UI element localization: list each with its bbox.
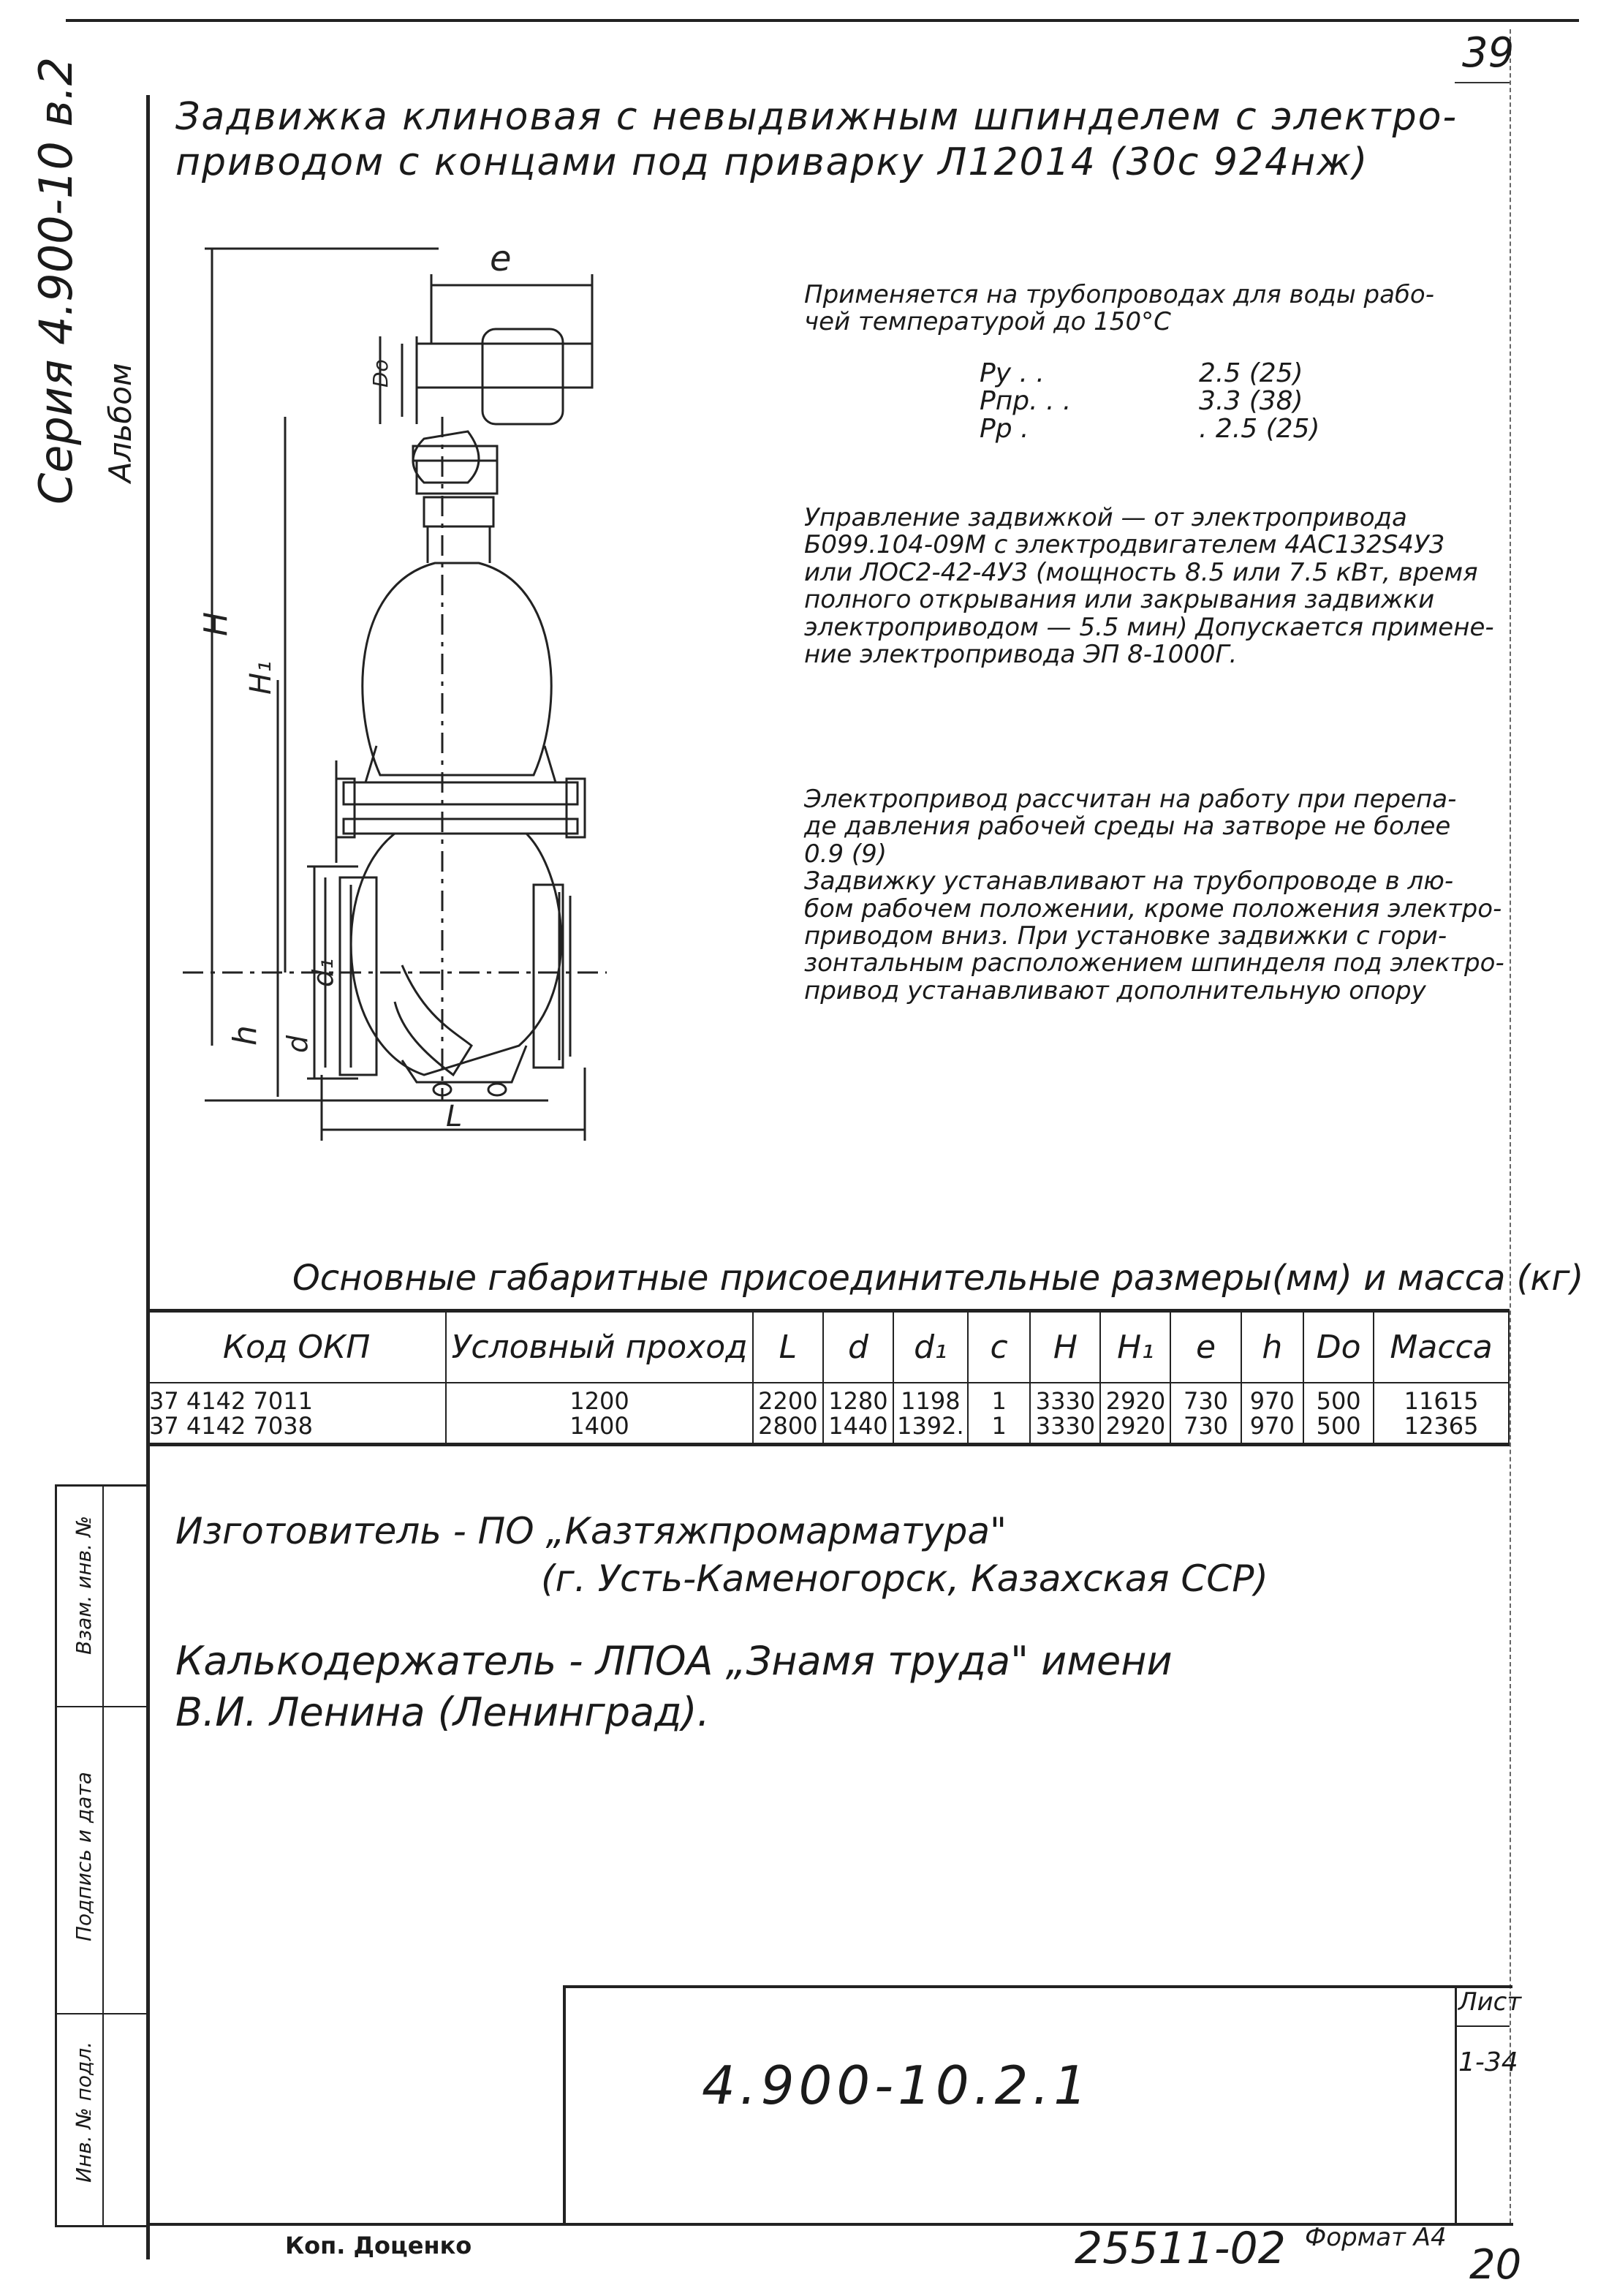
dimensions-table (146, 1309, 1510, 1446)
param-name: Рр . (980, 414, 1029, 444)
cell-text: 970 (1249, 1387, 1295, 1415)
strip-label: Взам. инв. № (72, 1515, 96, 1655)
page-number: 39 (1462, 29, 1515, 77)
param-value: 3.3 (38) (1199, 386, 1303, 416)
drive-line: де давления рабочей среды на затворе не более (804, 812, 1451, 842)
col-mass: Масса (1374, 1311, 1509, 1383)
applies-line: Применяется на трубопроводах для воды рабо- (804, 280, 1435, 309)
cell-mass (1374, 1383, 1509, 1445)
cell-text: 730 (1183, 1411, 1229, 1440)
title-line-2: приводом с концами под приварку Л12014 (30с 924нж) (175, 140, 1369, 184)
control-line: ние электропривода ЭП 8-1000Г. (804, 639, 1238, 669)
col-H: Н (1030, 1311, 1100, 1383)
col-h: h (1241, 1311, 1304, 1383)
drive-paragraph (804, 786, 1504, 1005)
cell-text: 1 (991, 1411, 1007, 1440)
cell-text: 2200 (758, 1387, 818, 1415)
sheet-divider (1455, 2025, 1510, 2027)
title-line-1: Задвижка клиновая с невыдвижным шпинделем с электро- (175, 95, 1458, 139)
applies-paragraph (804, 282, 1434, 336)
table-row (147, 1383, 1509, 1445)
manufacturer-line-1: Изготовитель - ПО „Казтяжпромарматура" (175, 1510, 1007, 1552)
cell-text: 2920 (1105, 1387, 1166, 1415)
frame-top-line (66, 19, 1579, 22)
cell-text: 1200 (569, 1387, 629, 1415)
cell-text: 1 (991, 1387, 1007, 1415)
param-name: Ру . . (980, 358, 1045, 388)
drive-line: бом рабочем положении, кроме положения электро- (804, 894, 1502, 924)
param-value: 2.5 (25) (1199, 358, 1303, 388)
cell-text: 1392. (897, 1411, 964, 1440)
label-d: d (281, 1035, 314, 1053)
control-line: или ЛОС2-42-4У3 (мощность 8.5 или 7.5 кВт, время (804, 557, 1478, 587)
control-line: полного открывания или закрывания задвижки (804, 585, 1435, 615)
col-H1: Н₁ (1100, 1311, 1170, 1383)
valve-drawing (183, 238, 738, 1133)
left-signature-strip (55, 1484, 148, 2227)
frame-right-line (1510, 29, 1511, 2223)
side-album-text: Альбом (102, 363, 138, 483)
drive-line: привод устанавливают дополнительную опору (804, 975, 1426, 1005)
param-row (980, 386, 1345, 414)
corner-number: 20 (1469, 2241, 1522, 2289)
cell-e (1170, 1383, 1241, 1445)
col-Do: Dо (1303, 1311, 1374, 1383)
sheet-box (1455, 1985, 1512, 2223)
param-row (980, 358, 1345, 386)
cell-c (968, 1383, 1031, 1445)
cell-text: 1400 (569, 1411, 629, 1440)
cell-text: 1198 (901, 1387, 961, 1415)
param-value: . 2.5 (25) (1199, 414, 1320, 444)
drive-line: Задвижку устанавливают на трубопроводе в лю- (804, 866, 1454, 896)
cell-H1 (1100, 1383, 1170, 1445)
strip-label: Инв. № подл. (72, 2041, 96, 2183)
label-H1: H₁ (244, 660, 278, 695)
cell-nominal-bore (446, 1383, 753, 1445)
control-line: Управление задвижкой — от электропривода (804, 503, 1407, 532)
side-album-label (102, 322, 146, 483)
side-series-label (29, 56, 88, 505)
copier-name: Коп. Доценко (285, 2232, 472, 2259)
param-row (980, 414, 1345, 442)
holder-line-2: В.И. Ленина (Ленинград). (175, 1689, 710, 1735)
cell-text: 12365 (1404, 1411, 1479, 1440)
label-e: e (490, 238, 512, 279)
col-d1: d₁ (893, 1311, 968, 1383)
cell-text: 37 4142 7038 (149, 1411, 313, 1440)
label-H: H (197, 611, 235, 636)
col-nominal-bore: Условный проход (446, 1311, 753, 1383)
label-h: h (227, 1025, 264, 1046)
manufacturer-line-2: (г. Усть-Каменогорск, Казахская ССР) (541, 1557, 1268, 1600)
col-d: d (823, 1311, 893, 1383)
label-L: L (446, 1100, 463, 1133)
side-series-text: Серия 4.900-10 в.2 (29, 56, 83, 505)
sheet-label: Лист (1458, 1987, 1522, 2017)
pressure-params (980, 358, 1345, 442)
drive-line: Электропривод рассчитан на работу при перепа- (804, 785, 1457, 814)
cell-text: 3330 (1035, 1411, 1096, 1440)
param-name: Рпр. . . (980, 386, 1072, 416)
inventory-number: 25511-02 (1075, 2223, 1286, 2274)
col-c: с (968, 1311, 1031, 1383)
label-Do: Do (368, 359, 393, 388)
format-label: Формат А4 (1305, 2223, 1447, 2252)
cell-okp-code (147, 1383, 446, 1445)
page-number-underline (1455, 82, 1510, 83)
cell-text: 3330 (1035, 1387, 1096, 1415)
col-okp-code: Код ОКП (147, 1311, 446, 1383)
table-header-row (147, 1311, 1509, 1383)
control-line: электроприводом — 5.5 мин) Допускается примене- (804, 612, 1494, 642)
cell-text: 970 (1249, 1411, 1295, 1440)
cell-L (753, 1383, 823, 1445)
applies-line: чей температурой до 150°С (804, 307, 1171, 337)
holder-line-1: Калькодержатель - ЛПОА „Знамя труда" имени (175, 1638, 1173, 1684)
drive-line: приводом вниз. При установке задвижки с гори- (804, 921, 1447, 951)
cell-text: 37 4142 7011 (149, 1387, 313, 1415)
label-d1: d₁ (307, 958, 339, 987)
control-paragraph (804, 505, 1494, 668)
cell-Do (1303, 1383, 1374, 1445)
cell-h (1241, 1383, 1304, 1445)
table-title: Основные габаритные присоединительные размеры(мм) и масса (кг) (292, 1258, 1584, 1299)
control-line: Б099.104-09М с электродвигателем 4АС132S4У3 (804, 530, 1445, 560)
strip-label: Подпись и дата (72, 1772, 96, 1941)
drive-line: зонтальным расположением шпинделя под электро- (804, 948, 1504, 978)
cell-text: 730 (1183, 1387, 1229, 1415)
cell-text: 11615 (1404, 1387, 1479, 1415)
document-code: 4.900-10.2.1 (702, 2055, 1092, 2116)
strip-divider (102, 1487, 104, 2225)
col-L: L (753, 1311, 823, 1383)
cell-text: 500 (1316, 1411, 1361, 1440)
cell-H (1030, 1383, 1100, 1445)
cell-text: 1440 (828, 1411, 888, 1440)
cell-d (823, 1383, 893, 1445)
cell-text: 500 (1316, 1387, 1361, 1415)
drive-line: 0.9 (9) (804, 839, 887, 869)
cell-text: 2920 (1105, 1411, 1166, 1440)
cell-text: 1280 (828, 1387, 888, 1415)
col-e: е (1170, 1311, 1241, 1383)
cell-text: 2800 (758, 1411, 818, 1440)
sheet-number: 1-34 (1458, 2047, 1518, 2077)
cell-d1 (893, 1383, 968, 1445)
